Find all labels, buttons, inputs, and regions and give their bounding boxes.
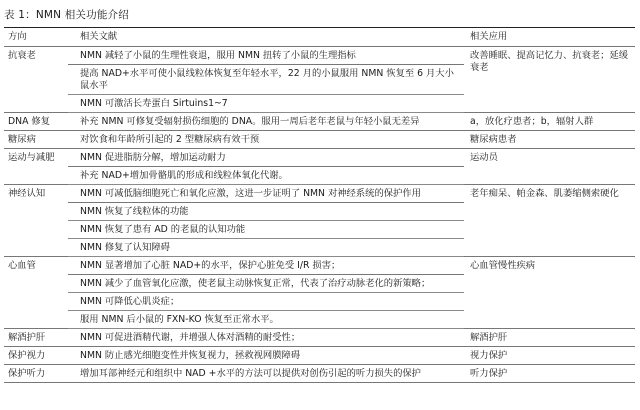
reference-cell: NMN 减少了血管氧化应激，使老鼠主动脉恢复正常，代表了治疗动脉老化的新策略； bbox=[68, 275, 464, 293]
table-caption: 表 1：NMN 相关功能介绍 bbox=[4, 9, 129, 21]
reference-cell: NMN 促进脂肪分解，增加运动耐力 bbox=[68, 149, 464, 167]
direction-cell: DNA 修复 bbox=[4, 113, 68, 131]
direction-cell: 运动与减肥 bbox=[4, 149, 68, 185]
table-row bbox=[4, 113, 635, 131]
direction-cell: 保护视力 bbox=[4, 347, 68, 365]
reference-cell: 补充 NAD+增加骨骼肌的形成和线粒体氧化代谢。 bbox=[68, 167, 464, 185]
table-row bbox=[4, 329, 635, 347]
application-cell: 改善睡眠、提高记忆力、抗衰老；延缓衰老 bbox=[464, 47, 635, 113]
table-row bbox=[4, 149, 635, 167]
application-cell: 运动员 bbox=[464, 149, 635, 185]
reference-cell: 增加耳部神经元和组织中 NAD +水平的方法可以提供对创伤引起的听力损失的保护 bbox=[68, 365, 464, 383]
reference-cell: NMN 可降低心肌炎症； bbox=[68, 293, 464, 311]
reference-cell: 服用 NMN 后小鼠的 FXN-KO 恢复至正常水平。 bbox=[68, 311, 464, 329]
table-row bbox=[4, 131, 635, 149]
direction-cell: 抗衰老 bbox=[4, 47, 68, 113]
reference-cell: NMN 可减低脑细胞死亡和氧化应激，这进一步证明了 NMN 对神经系统的保护作用 bbox=[68, 185, 464, 203]
table-row bbox=[4, 185, 635, 203]
reference-cell: 提高 NAD+水平可使小鼠线粒体恢复至年轻水平，22 月的小鼠服用 NMN 恢复至 6 月大小鼠水平 bbox=[68, 65, 464, 95]
application-cell: 心血管慢性疾病 bbox=[464, 257, 635, 329]
direction-cell: 解酒护肝 bbox=[4, 329, 68, 347]
reference-cell: NMN 恢复了线粒体的功能 bbox=[68, 203, 464, 221]
reference-cell: NMN 防止感光细胞变性并恢复视力，拯救视网膜障碍 bbox=[68, 347, 464, 365]
application-cell: a，放化疗患者；b，辐射人群 bbox=[464, 113, 635, 131]
application-cell: 听力保护 bbox=[464, 365, 635, 383]
header-application: 相关应用 bbox=[464, 28, 635, 47]
application-cell: 视力保护 bbox=[464, 347, 635, 365]
nmn-function-table bbox=[4, 27, 635, 383]
table-row bbox=[4, 47, 635, 65]
table-row bbox=[4, 365, 635, 383]
reference-cell: NMN 恢复了患有 AD 的老鼠的认知功能 bbox=[68, 221, 464, 239]
reference-cell: NMN 减轻了小鼠的生理性衰退，服用 NMN 扭转了小鼠的生理指标 bbox=[68, 47, 464, 65]
table-header-row bbox=[4, 28, 635, 47]
table-row bbox=[4, 257, 635, 275]
header-references: 相关文献 bbox=[68, 28, 464, 47]
reference-cell: 对饮食和年龄所引起的 2 型糖尿病有效干预 bbox=[68, 131, 464, 149]
application-cell: 糖尿病患者 bbox=[464, 131, 635, 149]
reference-cell: NMN 可促进酒精代谢，并增强人体对酒精的耐受性； bbox=[68, 329, 464, 347]
application-cell: 老年痴呆、帕金森、肌萎缩侧索硬化 bbox=[464, 185, 635, 257]
table-row bbox=[4, 347, 635, 365]
reference-cell: NMN 修复了认知障碍 bbox=[68, 239, 464, 257]
direction-cell: 心血管 bbox=[4, 257, 68, 329]
application-cell: 解酒护肝 bbox=[464, 329, 635, 347]
reference-cell: NMN 显著增加了心脏 NAD+的水平，保护心脏免受 I/R 损害； bbox=[68, 257, 464, 275]
direction-cell: 保护听力 bbox=[4, 365, 68, 383]
reference-cell: NMN 可激活长寿蛋白 Sirtuins1~7 bbox=[68, 95, 464, 113]
reference-cell: 补充 NMN 可修复受辐射损伤细胞的 DNA。服用一周后老年老鼠与年轻小鼠无差异 bbox=[68, 113, 464, 131]
header-direction: 方向 bbox=[4, 28, 68, 47]
direction-cell: 糖尿病 bbox=[4, 131, 68, 149]
direction-cell: 神经认知 bbox=[4, 185, 68, 257]
